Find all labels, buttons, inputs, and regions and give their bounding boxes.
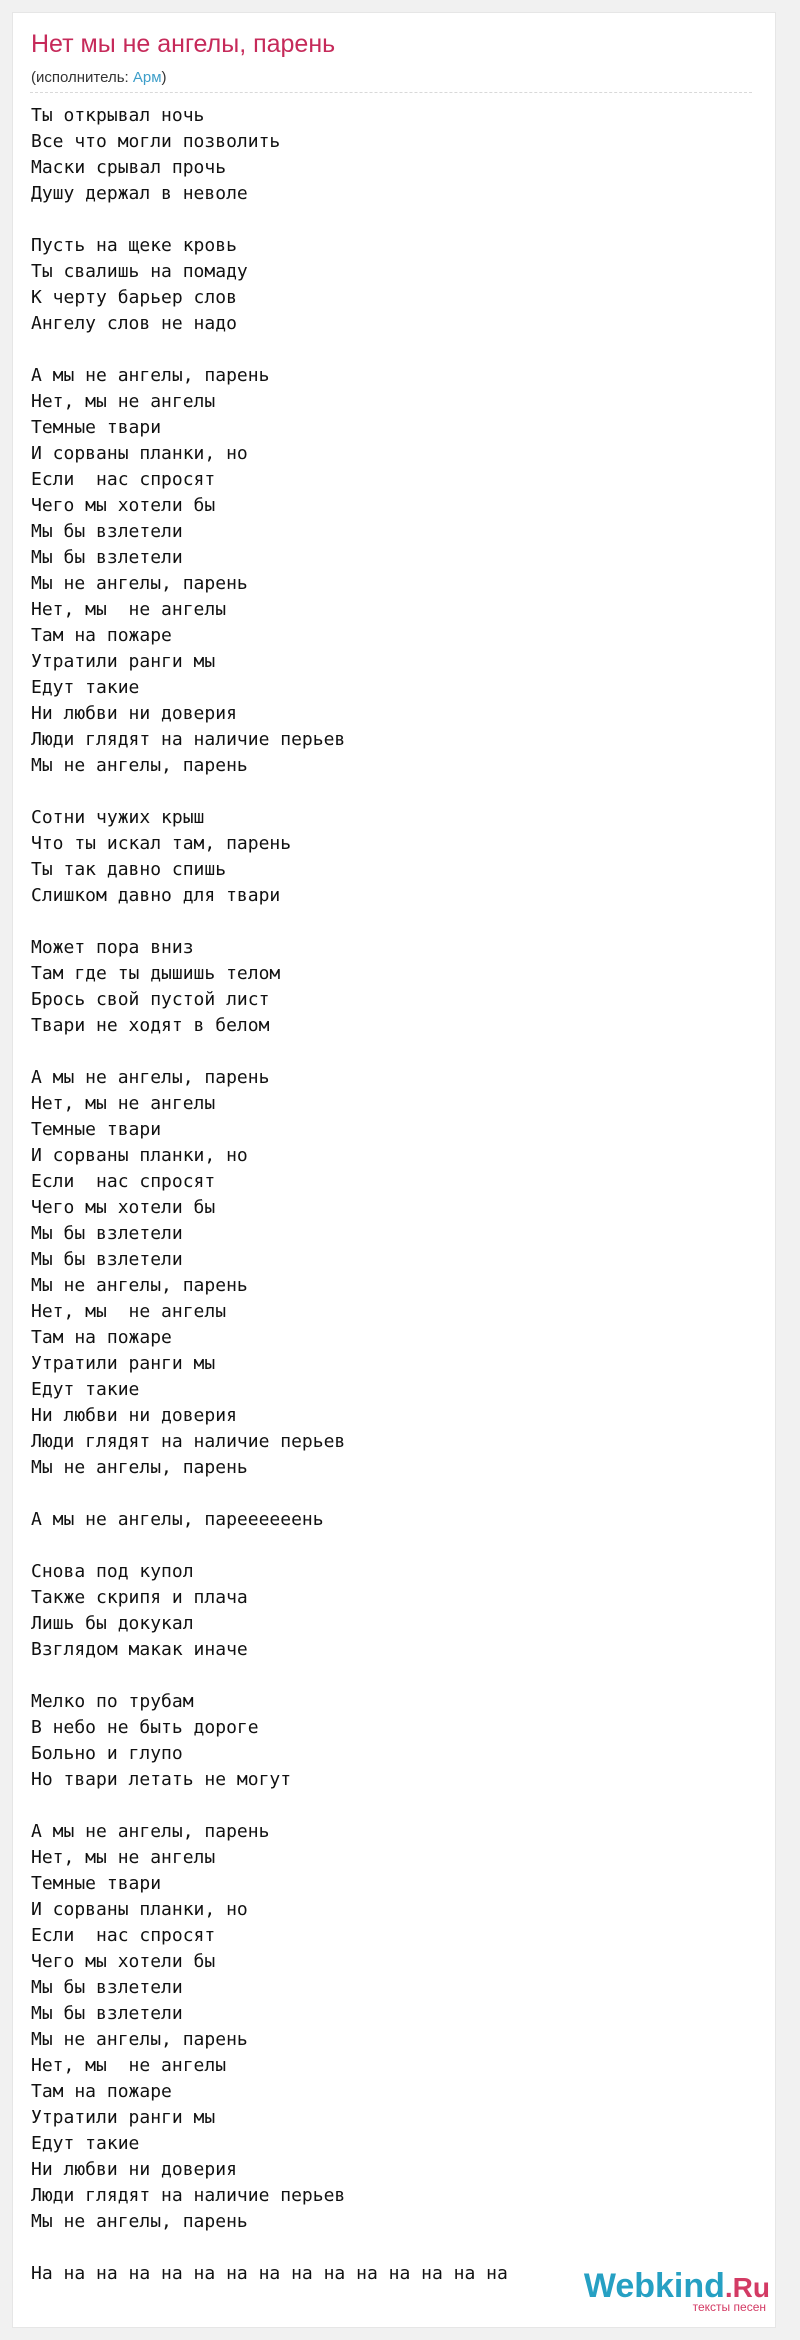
performer-suffix: ) xyxy=(161,69,167,86)
performer-prefix: (исполнитель: xyxy=(31,69,133,86)
title-divider xyxy=(30,92,752,93)
logo-brand: Webkind xyxy=(583,2267,725,2305)
performer-link[interactable]: Арм xyxy=(132,69,162,86)
song-title: Нет мы не ангелы, парень xyxy=(31,30,336,58)
site-logo[interactable] xyxy=(584,2268,770,2314)
logo-tagline: тексты песен xyxy=(692,2300,766,2314)
performer-line xyxy=(31,69,167,86)
lyrics-text: Ты открывал ночь Все что могли позволить Маски срывал прочь Душу держал в неволе Пусть на щеке кровь Ты свалишь на помаду К черту барьер слов Ангелу слов не надо А мы не ангелы, парень Нет, мы не ангелы Темные твари И сорваны планки, но Если нас спросят Чего мы хотели бы Мы бы взлетели Мы бы взлетели Мы не ангелы, парень Нет, мы не ангелы Там на пожаре Утратили ранги мы Едут такие Ни любви ни доверия Люди глядят на наличие перьев Мы не ангелы, парень Сотни чужих крыш Что ты искал там, парень Ты так давно спишь Слишком давно для твари Может пора вниз Там где ты дышишь телом Брось свой пустой лист Твари не ходят в белом А мы не ангелы, парень Нет, мы не ангелы Темные твари И сорваны планки, но Если нас спросят Чего мы хотели бы Мы бы взлетели Мы бы взлетели Мы не ангелы, парень Нет, мы не ангелы Там на пожаре Утратили ранги мы Едут такие Ни любви ни доверия Люди глядят на наличие перьев Мы не ангелы, парень А мы не ангелы, пареееееень Снова под купол Также скрипя и плача Лишь бы докукал Взглядом макак иначе Мелко по трубам В небо не быть дороге Больно и глупо Но твари летать не могут А мы не ангелы, парень Нет, мы не ангелы Темные твари И сорваны планки, но Если нас спросят Чего мы хотели бы Мы бы взлетели Мы бы взлетели Мы не ангелы, парень Нет, мы не ангелы Там на пожаре Утратили ранги мы Едут такие Ни любви ни доверия Люди глядят на наличие перьев Мы не ангелы, парень На на на на на на на на на на на на на на на xyxy=(31,105,508,2284)
logo-tld: .Ru xyxy=(724,2272,770,2303)
